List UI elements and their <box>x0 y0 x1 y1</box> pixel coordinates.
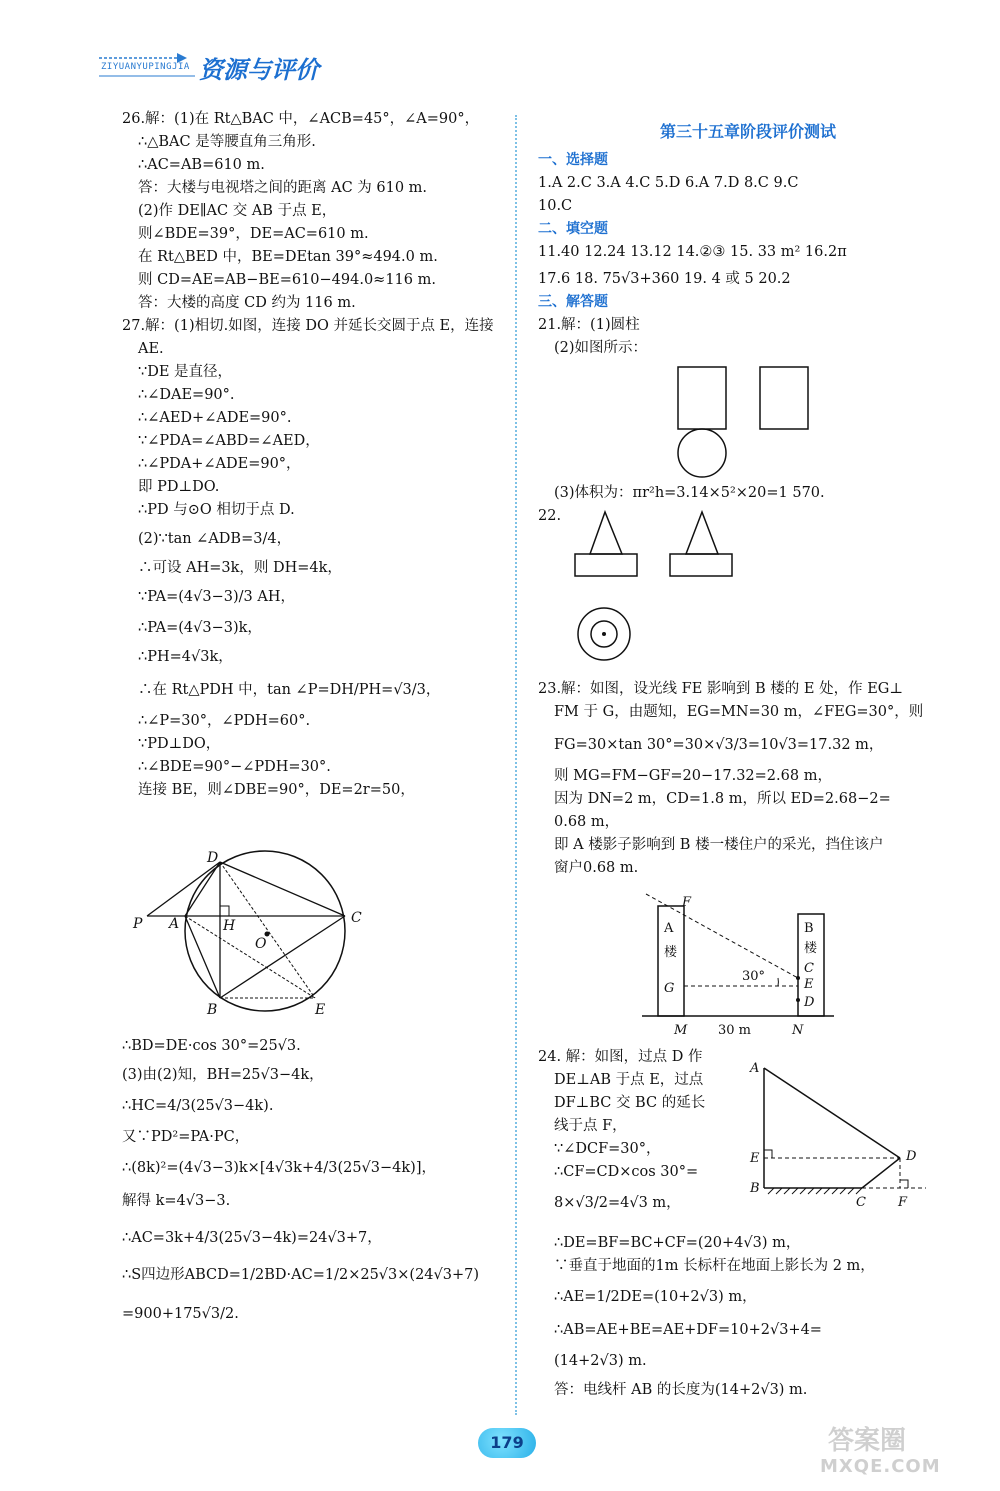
label-C: C <box>804 961 814 976</box>
label-C: C <box>351 910 362 926</box>
chapter-title: 第三十五章阶段评价测试 <box>659 122 836 141</box>
text-line: ∵PA=(4√3−3)/3 AH， <box>138 589 295 605</box>
text-line: (2)作 DE∥AC 交 AB 于点 E， <box>138 203 337 219</box>
text-line: ∴AE=1/2DE=(10+2√3) m， <box>554 1289 757 1305</box>
watermark <box>820 1420 990 1485</box>
label-E: E <box>315 1002 326 1018</box>
text-line: 22. <box>538 508 562 524</box>
text-line: ∴在 Rt△PDH 中，tan ∠P=DH/PH=√3/3， <box>138 682 441 698</box>
label-N: N <box>792 1023 804 1038</box>
label-M: M <box>674 1023 688 1038</box>
text-line: (3)由(2)知，BH=25√3−4k， <box>122 1067 324 1083</box>
label-D: D <box>804 995 815 1010</box>
text-line: 窗户0.68 m. <box>554 860 639 876</box>
label-F: F <box>682 895 692 910</box>
text-line: ∴HC=4/3(25√3−4k). <box>122 1098 274 1114</box>
text-line: ∴∠PDA+∠ADE=90°， <box>138 456 301 472</box>
label-H: H <box>223 918 236 934</box>
label-A: A <box>169 916 180 932</box>
text-line: ∴AC=3k+4/3(25√3−4k)=24√3+7， <box>122 1230 382 1246</box>
q23-text <box>538 678 958 880</box>
column-divider <box>515 115 517 1415</box>
text-line: 17.6 18. 75√3+360 19. 4 或 5 20.2 <box>538 271 791 287</box>
text-line: ∴(8k)²=(4√3−3)k×[4√3k+4/3(25√3−4k)]， <box>122 1160 436 1176</box>
text-line: 26.解：(1)在 Rt△BAC 中，∠ACB=45°，∠A=90°， <box>122 111 480 127</box>
text-line: 因为 DN=2 m，CD=1.8 m，所以 ED=2.68−2= <box>554 791 891 807</box>
label-B: B <box>750 1181 760 1196</box>
text-line: ∴∠DAE=90°. <box>138 387 235 403</box>
label-lou2: 楼 <box>804 941 818 956</box>
label-A-building: A <box>664 921 674 936</box>
q24-pole-figure <box>748 1058 938 1208</box>
q24-text2 <box>538 1232 958 1402</box>
text-line: DF⊥BC 交 BC 的延长 <box>554 1095 706 1111</box>
text-line: ∵DE 是直径， <box>138 364 233 380</box>
label-A: A <box>750 1061 760 1076</box>
text-line: 1.A 2.C 3.A 4.C 5.D 6.A 7.D 8.C 9.C <box>538 175 799 191</box>
text-line: 21.解：(1)圆柱 <box>538 317 640 333</box>
label-B: B <box>207 1002 218 1018</box>
text-line: ∴∠AED+∠ADE=90°. <box>138 410 292 426</box>
text-line: 答：大楼与电视塔之间的距离 AC 为 610 m. <box>138 180 428 196</box>
q24-text <box>538 1046 748 1215</box>
text-line: 23.解：如图，设光线 FE 影响到 B 楼的 E 处，作 EG⊥ <box>538 681 904 697</box>
label-angle: 30° <box>742 969 766 984</box>
text-line: 8×√3/2=4√3 m， <box>554 1195 681 1211</box>
text-line: ∴PA=(4√3−3)k， <box>138 620 262 636</box>
text-line: 11.40 12.24 13.12 14.②③ 15. 33 m² 16.2π <box>538 244 847 260</box>
text-line: ∴PH=4√3k， <box>138 649 233 665</box>
label-E: E <box>804 977 814 992</box>
right-column <box>538 118 958 360</box>
text-line: 0.68 m， <box>554 814 620 830</box>
section-heading: 二、填空题 <box>538 221 608 237</box>
label-B-building: B <box>804 921 814 936</box>
label-F: F <box>898 1195 908 1208</box>
text-line: ∴CF=CD×cos 30°= <box>554 1164 699 1180</box>
label-O: O <box>255 936 267 952</box>
header-logo <box>95 48 355 82</box>
text-line: 则∠BDE=39°，DE=AC=610 m. <box>138 226 369 242</box>
text-line: ∴AB=AE+BE=AE+DF=10+2√3+4= <box>554 1322 822 1338</box>
text-line: FM 于 G，由题知，EG=MN=30 m，∠FEG=30°，则 <box>554 704 924 720</box>
label-lou: 楼 <box>664 945 678 960</box>
label-P: P <box>133 916 143 932</box>
text-line: 24. 解：如图，过点 D 作 <box>538 1049 703 1065</box>
q21-three-views <box>660 365 820 485</box>
text-line: 27.解：(1)相切.如图，连接 DO 并延长交圆于点 E，连接 <box>122 318 494 334</box>
text-line: 解得 k=4√3−3. <box>122 1193 231 1209</box>
text-line: 即 PD⊥DO. <box>138 479 220 495</box>
page-number: 179 <box>478 1428 536 1458</box>
text-line: ∵∠DCF=30°， <box>554 1141 661 1157</box>
text-line: ∴S四边形ABCD=1/2BD·AC=1/2×25√3×(24√3+7) <box>122 1267 480 1283</box>
section-heading: 一、选择题 <box>538 152 608 168</box>
text-line: ∴△BAC 是等腰直角三角形. <box>138 134 316 150</box>
text-line: 连接 BE，则∠DBE=90°，DE=2r=50， <box>138 782 415 798</box>
text-line: ∴DE=BF=BC+CF=(20+4√3) m， <box>554 1235 801 1251</box>
section-heading: 三、解答题 <box>538 294 608 310</box>
text-line: (2)如图所示： <box>554 340 648 356</box>
text-line: ∵∠PDA=∠ABD=∠AED， <box>138 433 320 449</box>
text-line: 答：电线杆 AB 的长度为(14+2√3) m. <box>554 1382 808 1398</box>
q22-three-views <box>570 508 750 678</box>
text-line: ∵垂直于地面的1m 长标杆在地面上影长为 2 m， <box>554 1258 875 1274</box>
text-line: 则 CD=AE=AB−BE=610−494.0≈116 m. <box>138 272 436 288</box>
header-brand: 资源与评价 <box>199 56 319 84</box>
text-line: 答：大楼的高度 CD 约为 116 m. <box>138 295 356 311</box>
text-line: =900+175√3/2. <box>122 1306 239 1322</box>
text-line: ∴PD 与⊙O 相切于点 D. <box>138 502 295 518</box>
circle-figure <box>125 848 385 1028</box>
text-line: DE⊥AB 于点 E，过点 <box>554 1072 704 1088</box>
text-line: (3)体积为：πr²h=3.14×5²×20=1 570. <box>554 485 825 501</box>
text-line: ∵PD⊥DO， <box>138 736 221 752</box>
label-distance: 30 m <box>718 1023 752 1038</box>
text-line: ∴∠BDE=90°−∠PDH=30°. <box>138 759 331 775</box>
text-line: 则 MG=FM−GF=20−17.32=2.68 m， <box>554 768 832 784</box>
text-line: 线于点 F， <box>554 1118 627 1134</box>
text-line: AE. <box>138 341 164 357</box>
text-line: 又∵PD²=PA·PC， <box>122 1129 250 1145</box>
text-line: ∴BD=DE·cos 30°=25√3. <box>122 1038 301 1054</box>
text-line: ∴∠P=30°，∠PDH=60°. <box>138 713 311 729</box>
text-line: 在 Rt△BED 中，BE=DEtan 39°≈494.0 m. <box>138 249 438 265</box>
label-E: E <box>750 1151 760 1166</box>
left-column <box>122 108 507 802</box>
q23-buildings-figure <box>638 892 838 1042</box>
label-G: G <box>664 981 675 996</box>
left-column-part2 <box>122 1035 507 1326</box>
header-pinyin: ZIYUANYUPINGJIA <box>101 62 190 72</box>
label-D: D <box>906 1149 917 1164</box>
watermark-text: 答案圈 <box>828 1426 907 1456</box>
text-line: ∴可设 AH=3k，则 DH=4k， <box>138 560 342 576</box>
text-line: (14+2√3) m. <box>554 1353 647 1369</box>
watermark-url: MXQE.COM <box>820 1456 941 1477</box>
text-line: FG=30×tan 30°=30×√3/3=10√3=17.32 m， <box>554 737 884 753</box>
label-C: C <box>856 1195 866 1208</box>
label-D: D <box>207 850 219 866</box>
text-line: 10.C <box>538 198 573 214</box>
text-line: 即 A 楼影子影响到 B 楼一楼住户的采光，挡住该户 <box>554 837 884 853</box>
text-line: (2)∵tan ∠ADB=3/4， <box>138 531 292 547</box>
text-line: ∴AC=AB=610 m. <box>138 157 265 173</box>
